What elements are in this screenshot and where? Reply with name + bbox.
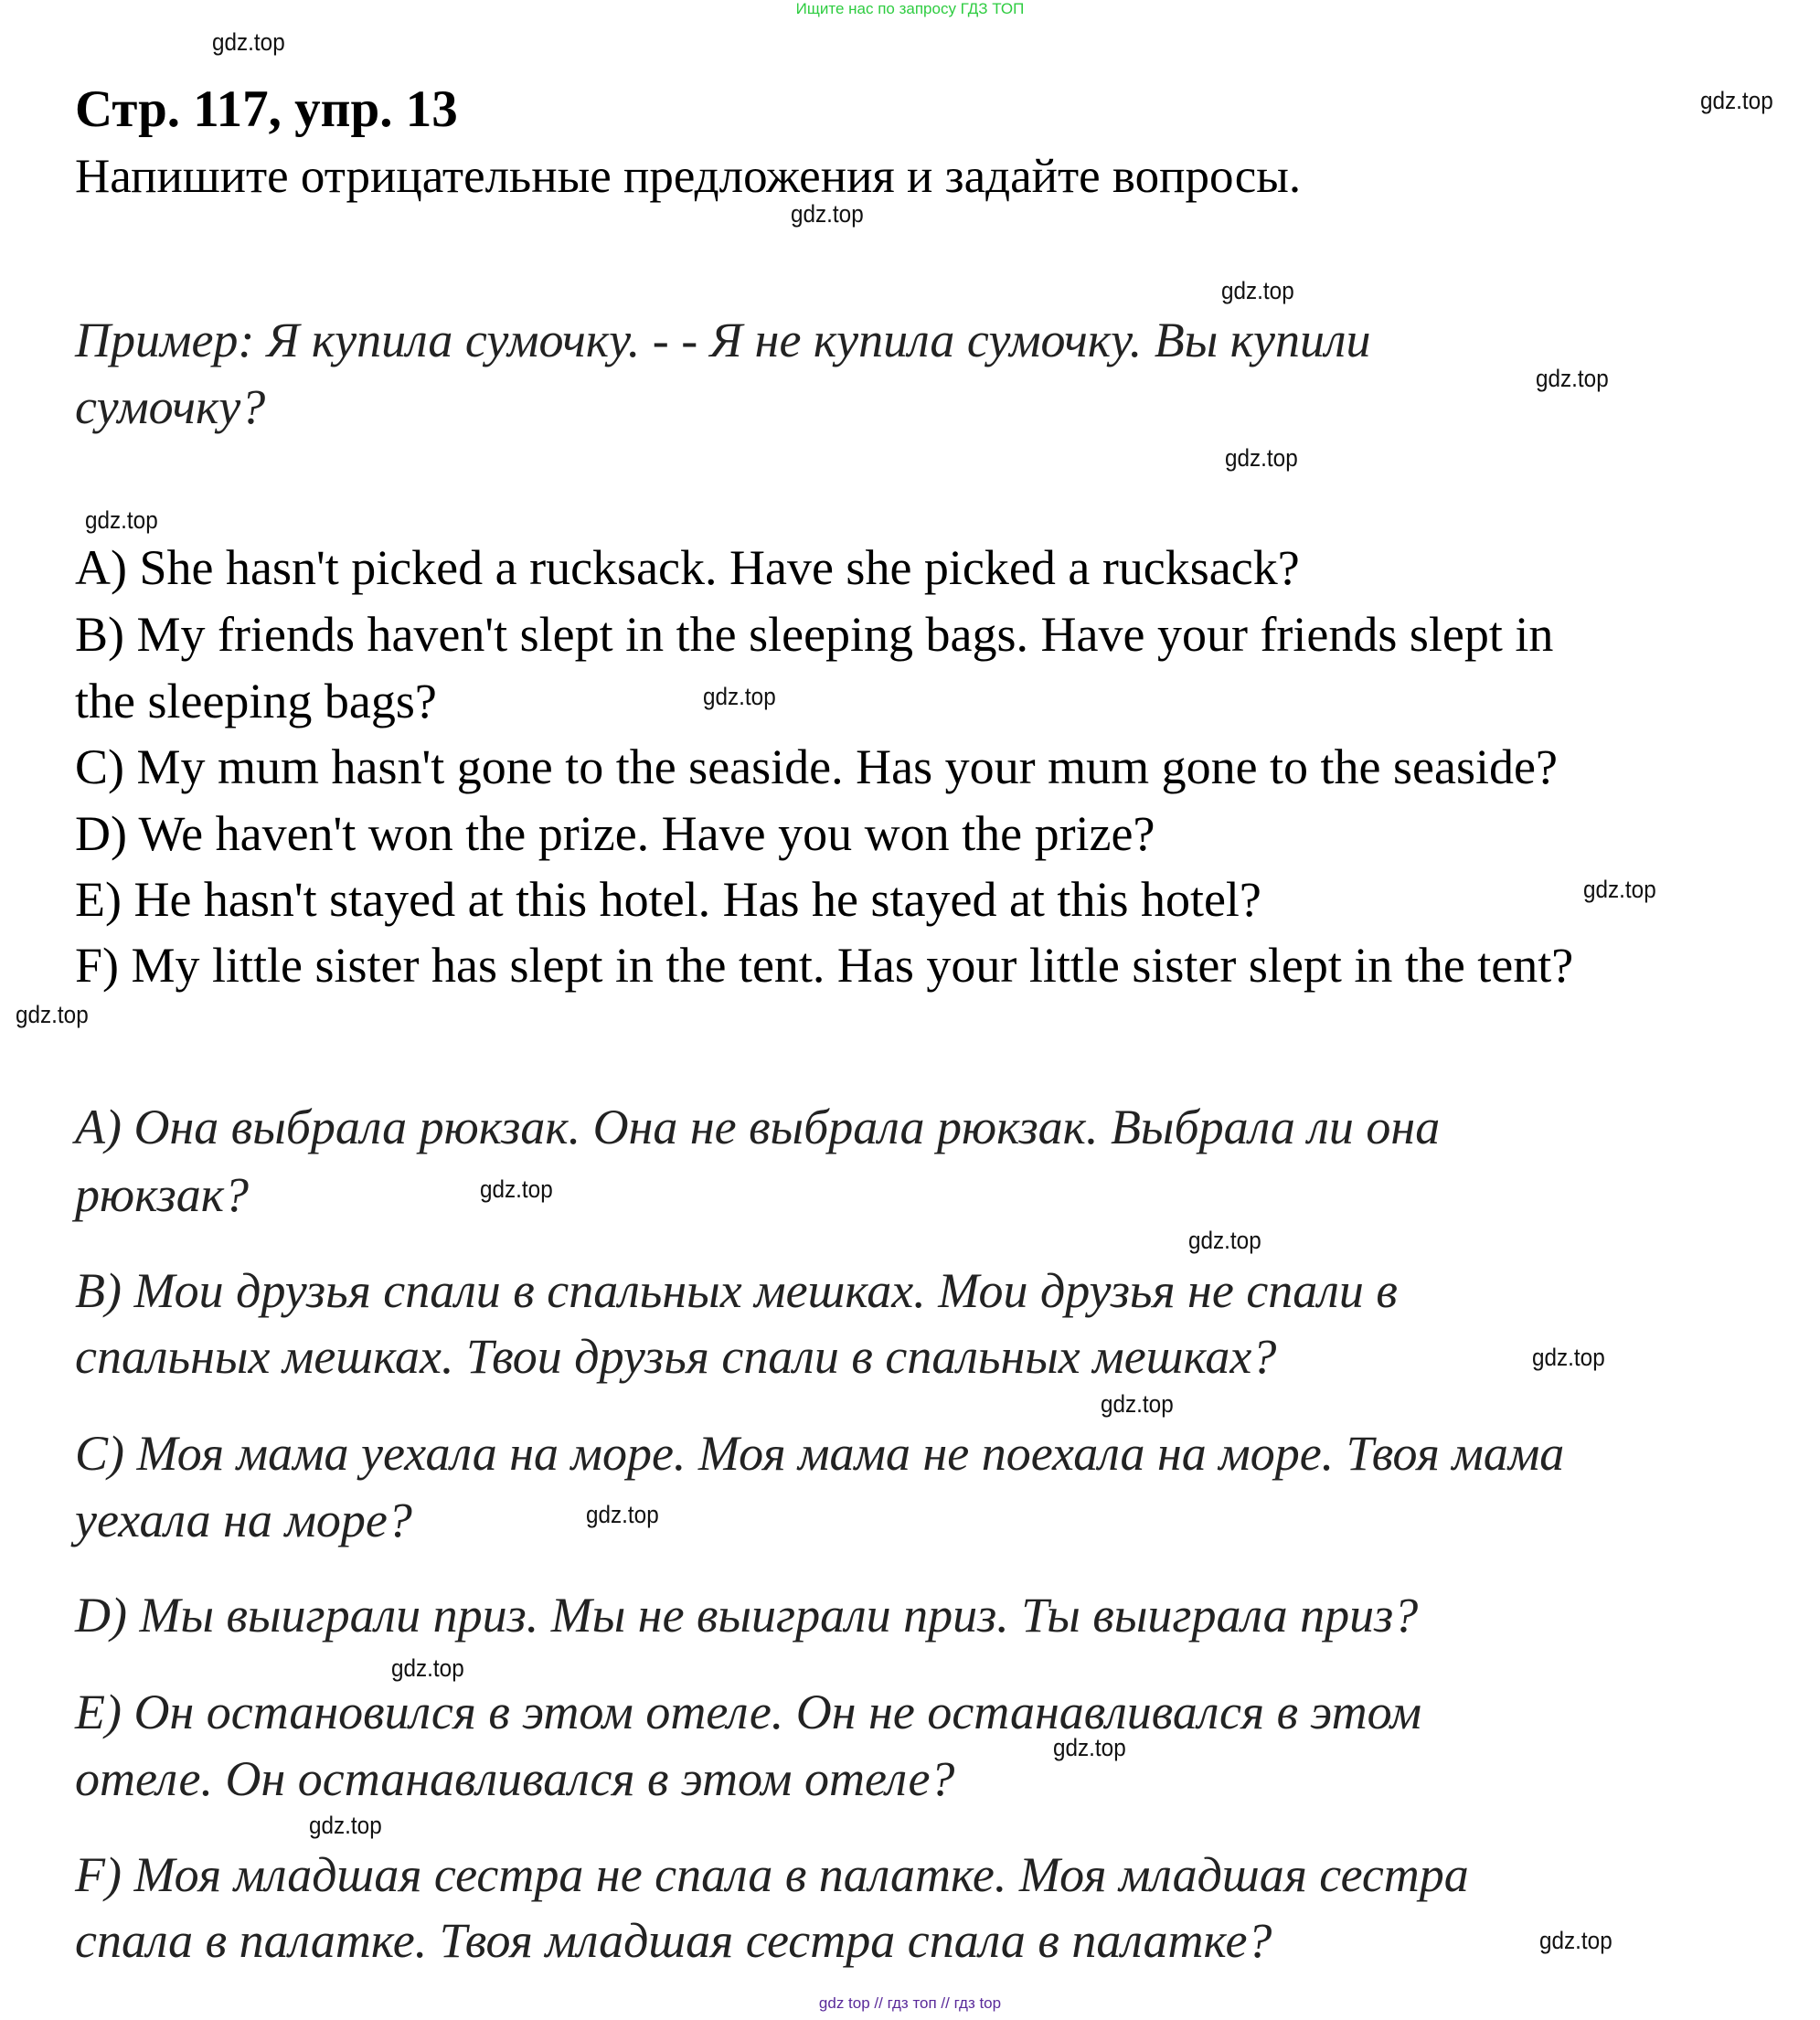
russian-answer-c-line-1: C) Моя мама уехала на море. Моя мама не поехала на море. Твоя мама [75,1426,1565,1481]
watermark: gdz.top [586,1501,659,1528]
english-answer-a: A) She hasn't picked a rucksack. Have she picked a rucksack? [75,540,1300,595]
russian-answer-b-line-2: спальных мешках. Твои друзья спали в спальных мешках? [75,1329,1277,1384]
russian-answer-b-line-1: B) Мои друзья спали в спальных мешках. Мои друзья не спали в [75,1263,1398,1318]
watermark: gdz.top [1053,1734,1126,1761]
russian-answer-e-line-2: отеле. Он останавливался в этом отеле? [75,1751,955,1806]
footer-watermark: gdz top // гдз топ // гдз top [818,1994,1002,2012]
russian-answer-f-line-2: спала в палатке. Твоя младшая сестра спала в палатке? [75,1913,1272,1968]
english-answer-d: D) We haven't won the prize. Have you won the prize? [75,806,1155,861]
watermark: gdz.top [1583,876,1656,903]
russian-answer-e-line-1: E) Он остановился в этом отеле. Он не останавливался в этом [75,1685,1422,1739]
watermark: gdz.top [1700,87,1773,114]
english-answer-b-line-2: the sleeping bags? [75,674,437,728]
russian-answer-a-line-2: рюкзак? [75,1167,249,1222]
page-title: Стр. 117, упр. 13 [75,80,458,138]
watermark: gdz.top [480,1175,553,1203]
watermark: gdz.top [16,1001,89,1028]
exercise-instruction: Напишите отрицательные предложения и задайте вопросы. [75,150,1302,203]
watermark: gdz.top [212,28,285,56]
search-banner: Ищите нас по запросу ГДЗ ТОП [795,0,1025,17]
english-answer-b-line-1: B) My friends haven't slept in the sleeping bags. Have your friends slept in [75,607,1554,662]
watermark: gdz.top [1539,1927,1612,1954]
watermark: gdz.top [1532,1344,1605,1371]
watermark: gdz.top [1536,365,1609,392]
english-answer-f: F) My little sister has slept in the tent. Has your little sister slept in the tent? [75,938,1574,993]
russian-answer-a-line-1: A) Она выбрала рюкзак. Она не выбрала рюкзак. Выбрала ли она [75,1100,1441,1154]
russian-answer-d: D) Мы выиграли приз. Мы не выиграли приз. Ты выиграла приз? [75,1588,1419,1643]
example-line-2: сумочку? [75,379,266,434]
russian-answer-c-line-2: уехала на море? [75,1493,412,1547]
english-answer-e: E) He hasn't stayed at this hotel. Has he stayed at this hotel? [75,872,1261,927]
watermark: gdz.top [1225,444,1298,472]
watermark: gdz.top [391,1654,464,1682]
watermark: gdz.top [791,200,864,228]
watermark: gdz.top [703,683,776,710]
english-answer-c: C) My mum hasn't gone to the seaside. Has your mum gone to the seaside? [75,739,1558,794]
watermark: gdz.top [85,506,158,534]
example-line-1: Пример: Я купила сумочку. - - Я не купила сумочку. Вы купили [75,313,1371,367]
watermark: gdz.top [1188,1227,1261,1254]
watermark: gdz.top [1101,1390,1174,1418]
watermark: gdz.top [1221,277,1294,304]
russian-answer-f-line-1: F) Моя младшая сестра не спала в палатке. Моя младшая сестра [75,1847,1469,1902]
watermark: gdz.top [309,1812,382,1839]
